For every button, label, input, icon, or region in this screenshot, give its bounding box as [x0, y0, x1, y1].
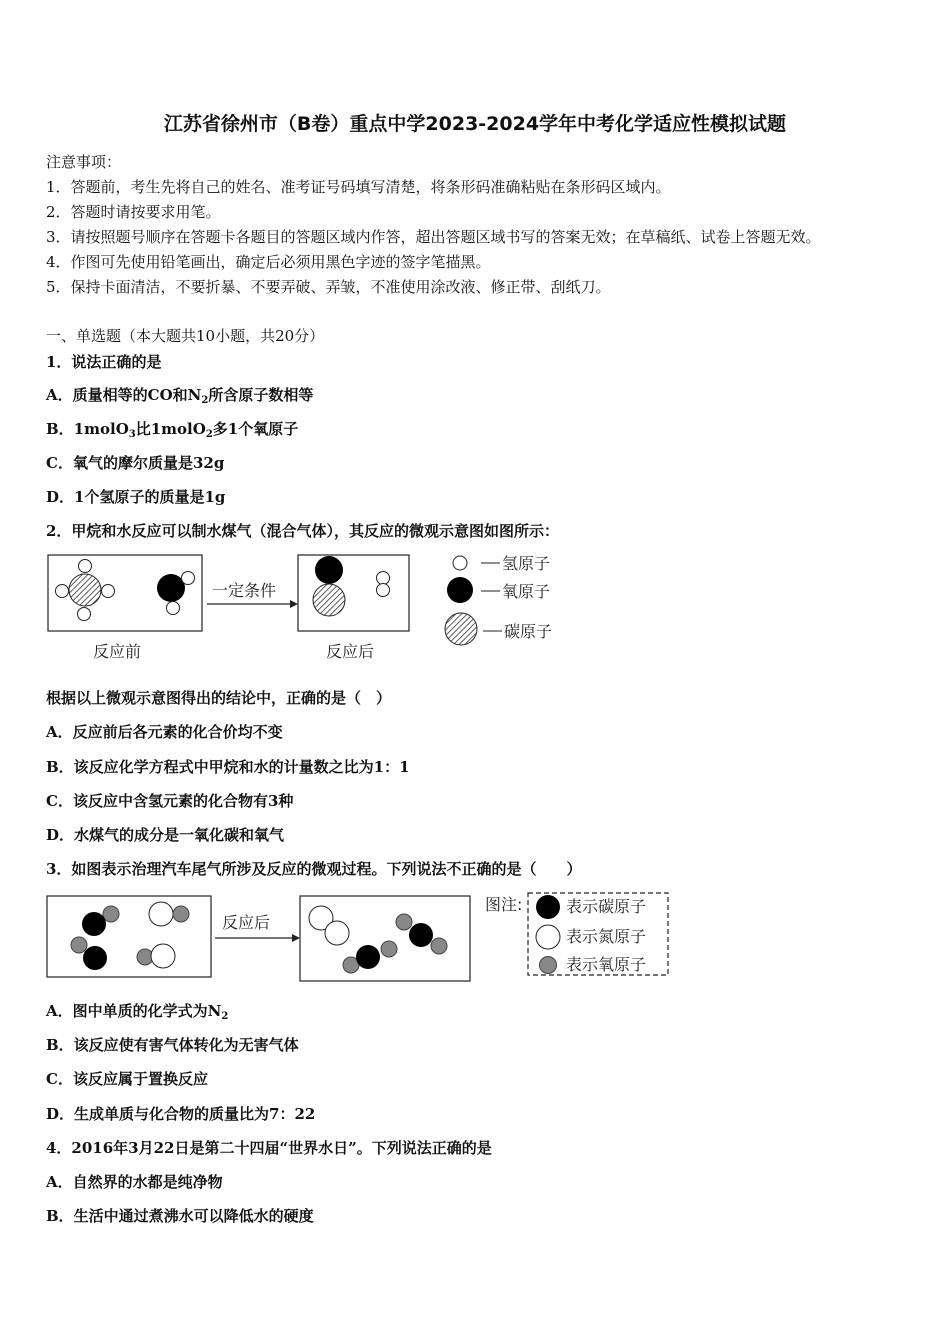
before-label: 反应前 [93, 642, 142, 661]
legend-hydrogen-icon [453, 556, 467, 570]
carbon-atom [313, 584, 345, 616]
nitrogen-atom [325, 921, 349, 945]
q1-option-b: B．1molO$_3$比1molO$_2$多1个氧原子 [46, 420, 299, 440]
q1-option-c: C．氧气的摩尔质量是32g [46, 454, 225, 472]
hydrogen-atom [377, 572, 390, 585]
oxygen-atom [71, 937, 87, 953]
hydrogen-atom [102, 585, 115, 598]
q1-stem: 1．说法正确的是 [46, 353, 162, 371]
legend-nitrogen-icon [536, 925, 560, 949]
legend-oxygen-icon [540, 957, 557, 974]
carbon-atom [409, 923, 433, 947]
oxygen-atom [381, 941, 397, 957]
notice-item: 4．作图可先使用铅笔画出，确定后必须用黑色字迹的签字笔描黑。 [46, 253, 491, 271]
section-heading: 一、单选题（本大题共10小题，共20分） [46, 327, 325, 345]
q4-option-a: A．自然界的水都是纯净物 [46, 1173, 223, 1191]
condition-label: 一定条件 [212, 581, 277, 600]
oxygen-atom [103, 906, 119, 922]
notice-item: 2．答题时请按要求用笔。 [46, 203, 221, 221]
hydrogen-atom [79, 560, 92, 573]
q4-stem: 4．2016年3月22日是第二十四届“世界水日”。下列说法正确的是 [46, 1139, 492, 1157]
q3-arrow-label: 反应后 [222, 913, 271, 932]
oxygen-atom [315, 556, 343, 584]
hydrogen-atom [167, 602, 180, 615]
notice-heading: 注意事项： [46, 153, 122, 171]
q3-stem: 3．如图表示治理汽车尾气所涉及反应的微观过程。下列说法不正确的是（ ） [46, 860, 582, 878]
q3-legend-oxygen: 表示氧原子 [566, 955, 647, 974]
carbon-atom [356, 945, 380, 969]
q2-option-c: C．该反应中含氢元素的化合物有3种 [46, 792, 294, 810]
page-title: 江苏省徐州市（B卷）重点中学2023-2024学年中考化学适应性模拟试题 [163, 113, 787, 135]
hydrogen-atom [182, 572, 195, 585]
carbon-atom [83, 946, 107, 970]
q3-option-b: B．该反应使有害气体转化为无害气体 [46, 1036, 299, 1054]
legend-hydrogen-label: 氢原子 [502, 554, 551, 573]
legend-carbon-icon [536, 895, 560, 919]
nitrogen-atom [151, 944, 175, 968]
q2-option-b: B．该反应化学方程式中甲烷和水的计量数之比为1：1 [46, 758, 410, 776]
nitrogen-atom [149, 902, 173, 926]
q2-stem: 2．甲烷和水反应可以制水煤气（混合气体），其反应的微观示意图如图所示： [46, 522, 559, 540]
q2-option-a: A．反应前后各元素的化合价均不变 [46, 723, 283, 741]
notice-item: 1．答题前，考生先将自己的姓名、准考证号码填写清楚，将条形码准确粘贴在条形码区域内。 [46, 178, 671, 196]
q3-option-a: A．图中单质的化学式为$N_2$ [46, 1002, 229, 1022]
legend-oxygen-label: 氧原子 [502, 582, 551, 601]
oxygen-atom [173, 906, 189, 922]
notice-item: 5．保持卡面清洁，不要折暴、不要弄破、弄皱，不准使用涂改液、修正带、刮纸刀。 [46, 278, 611, 296]
q3-legend-nitrogen: 表示氮原子 [566, 927, 647, 946]
q3-option-d: D．生成单质与化合物的质量比为7：22 [46, 1105, 316, 1123]
oxygen-atom [431, 938, 447, 954]
q4-option-b: B．生活中通过煮沸水可以降低水的硬度 [46, 1207, 314, 1225]
q1-option-a: A．质量相等的CO和$N_2$所含原子数相等 [46, 386, 314, 406]
legend-carbon-icon [445, 613, 477, 645]
carbon-atom [82, 912, 106, 936]
hydrogen-atom [78, 608, 91, 621]
q2-option-d: D．水煤气的成分是一氧化碳和氧气 [46, 826, 285, 844]
legend-oxygen-icon [447, 577, 473, 603]
q1-option-d: D．1个氢原子的质量是1g [46, 488, 226, 506]
hydrogen-atom [56, 585, 69, 598]
carbon-atom [69, 574, 101, 606]
q2-question: 根据以上微观示意图得出的结论中，正确的是（ ） [46, 689, 392, 707]
q3-legend-title: 图注: [485, 895, 523, 914]
legend-carbon-label: 碳原子 [504, 622, 553, 641]
oxygen-atom [396, 914, 412, 930]
oxygen-atom [157, 574, 185, 602]
notice-item: 3．请按照题号顺序在答题卡各题目的答题区域内作答，超出答题区域书写的答案无效；在草稿纸、试卷上答题无效。 [46, 228, 821, 246]
hydrogen-atom [377, 584, 390, 597]
q3-legend-carbon: 表示碳原子 [566, 897, 647, 916]
q3-option-c: C．该反应属于置换反应 [46, 1070, 208, 1088]
after-label: 反应后 [326, 642, 375, 661]
